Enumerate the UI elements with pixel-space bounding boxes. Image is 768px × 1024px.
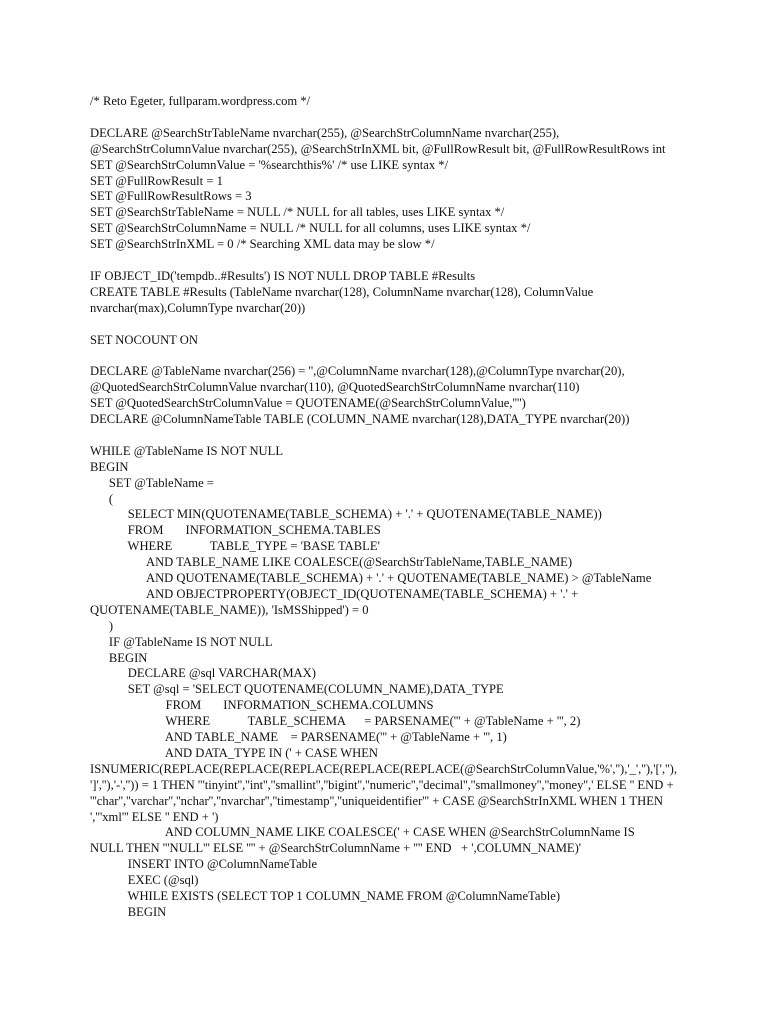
code-line: AND TABLE_NAME LIKE COALESCE(@SearchStrTableName,TABLE_NAME) — [90, 555, 573, 570]
code-line: ']',''),'-','')) = 1 THEN '''tinyint'',''int'',''smallint'',''bigint'',''numeric'',''decimal'',''smallmoney'',''money'',' ELSE '' END + — [90, 777, 674, 792]
code-line: SET NOCOUNT ON — [90, 332, 198, 347]
code-line: SET @sql = 'SELECT QUOTENAME(COLUMN_NAME),DATA_TYPE — [90, 682, 504, 697]
code-line: DECLARE @SearchStrTableName nvarchar(255), @SearchStrColumnName nvarchar(255), — [90, 125, 560, 140]
code-line — [90, 252, 690, 268]
code-line: SELECT MIN(QUOTENAME(TABLE_SCHEMA) + '.' + QUOTENAME(TABLE_NAME)) — [90, 507, 602, 522]
code-line: AND OBJECTPROPERTY(OBJECT_ID(QUOTENAME(TABLE_SCHEMA) + '.' + — [90, 586, 579, 601]
code-line: AND DATA_TYPE IN (' + CASE WHEN — [90, 745, 378, 760]
code-line: WHILE @TableName IS NOT NULL — [90, 443, 284, 458]
code-line: @SearchStrColumnValue nvarchar(255), @SearchStrInXML bit, @FullRowResult bit, @FullRowResultRows int — [90, 141, 666, 156]
code-line: SET @QuotedSearchStrColumnValue = QUOTENAME(@SearchStrColumnValue,'''') — [90, 396, 526, 411]
code-line: ( — [90, 491, 114, 506]
code-line: WHILE EXISTS (SELECT TOP 1 COLUMN_NAME FROM @ColumnNameTable) — [90, 889, 561, 903]
code-line: INSERT INTO @ColumnNameTable — [90, 857, 318, 872]
code-line: ) — [90, 618, 114, 633]
code-line: FROM INFORMATION_SCHEMA.TABLES — [90, 523, 381, 538]
code-line: AND QUOTENAME(TABLE_SCHEMA) + '.' + QUOTENAME(TABLE_NAME) > @TableName — [90, 571, 652, 585]
code-line: ISNUMERIC(REPLACE(REPLACE(REPLACE(REPLACE(REPLACE(@SearchStrColumnValue,'%',''),'_',''),'[',''), — [90, 761, 677, 776]
code-line: SET @FullRowResultRows = 3 — [90, 189, 252, 204]
code-line: AND TABLE_NAME = PARSENAME(''' + @TableName + ''', 1) — [90, 730, 507, 744]
code-line: @QuotedSearchStrColumnValue nvarchar(110), @QuotedSearchStrColumnName nvarchar(110) — [90, 380, 580, 395]
code-line: SET @SearchStrInXML = 0 /* Searching XML data may be slow */ — [90, 237, 435, 252]
code-line: DECLARE @sql VARCHAR(MAX) — [90, 666, 316, 681]
code-line: QUOTENAME(TABLE_NAME)), 'IsMSShipped') = 0 — [90, 602, 369, 617]
code-line: EXEC (@sql) — [90, 873, 199, 888]
code-line: FROM INFORMATION_SCHEMA.COLUMNS — [90, 698, 434, 713]
code-line: CREATE TABLE #Results (TableName nvarchar(128), ColumnName nvarchar(128), ColumnValue — [90, 284, 594, 299]
code-line: '''char'',''varchar'',''nchar'',''nvarchar'',''timestamp'',''uniqueidentifier''' + CASE @SearchStrInXML WHEN 1 THEN — [90, 793, 664, 808]
code-line: ','''xml''' ELSE '' END + ') — [90, 809, 219, 824]
code-line — [90, 316, 690, 332]
code-line: AND COLUMN_NAME LIKE COALESCE(' + CASE WHEN @SearchStrColumnName IS — [90, 825, 635, 840]
code-line — [90, 109, 690, 125]
code-line: DECLARE @TableName nvarchar(256) = '',@ColumnName nvarchar(128),@ColumnType nvarchar(20), — [90, 364, 625, 379]
code-line: NULL THEN '''NULL''' ELSE '''' + @SearchStrColumnName + '''' END + ',COLUMN_NAME)' — [90, 841, 582, 856]
code-line: BEGIN — [90, 650, 148, 665]
code-line: IF @TableName IS NOT NULL — [90, 634, 273, 649]
code-line: BEGIN — [90, 904, 167, 919]
code-line: WHERE TABLE_SCHEMA = PARSENAME(''' + @TableName + ''', 2) — [90, 714, 581, 729]
code-line — [90, 427, 690, 443]
code-line: BEGIN — [90, 459, 129, 474]
code-line — [90, 347, 690, 363]
code-line: WHERE TABLE_TYPE = 'BASE TABLE' — [90, 539, 380, 554]
code-line: SET @TableName = — [90, 475, 214, 490]
code-line: SET @SearchStrColumnValue = '%searchthis%' /* use LIKE syntax */ — [90, 157, 449, 172]
code-line: SET @FullRowResult = 1 — [90, 173, 223, 188]
code-line: SET @SearchStrColumnName = NULL /* NULL for all columns, uses LIKE syntax */ — [90, 221, 531, 236]
code-line: DECLARE @ColumnNameTable TABLE (COLUMN_NAME nvarchar(128),DATA_TYPE nvarchar(20)) — [90, 412, 630, 426]
code-line: nvarchar(max),ColumnType nvarchar(20)) — [90, 300, 306, 315]
code-line: SET @SearchStrTableName = NULL /* NULL for all tables, uses LIKE syntax */ — [90, 205, 505, 220]
code-line: /* Reto Egeter, fullparam.wordpress.com */ — [90, 94, 311, 108]
code-line: IF OBJECT_ID('tempdb..#Results') IS NOT NULL DROP TABLE #Results — [90, 268, 476, 283]
